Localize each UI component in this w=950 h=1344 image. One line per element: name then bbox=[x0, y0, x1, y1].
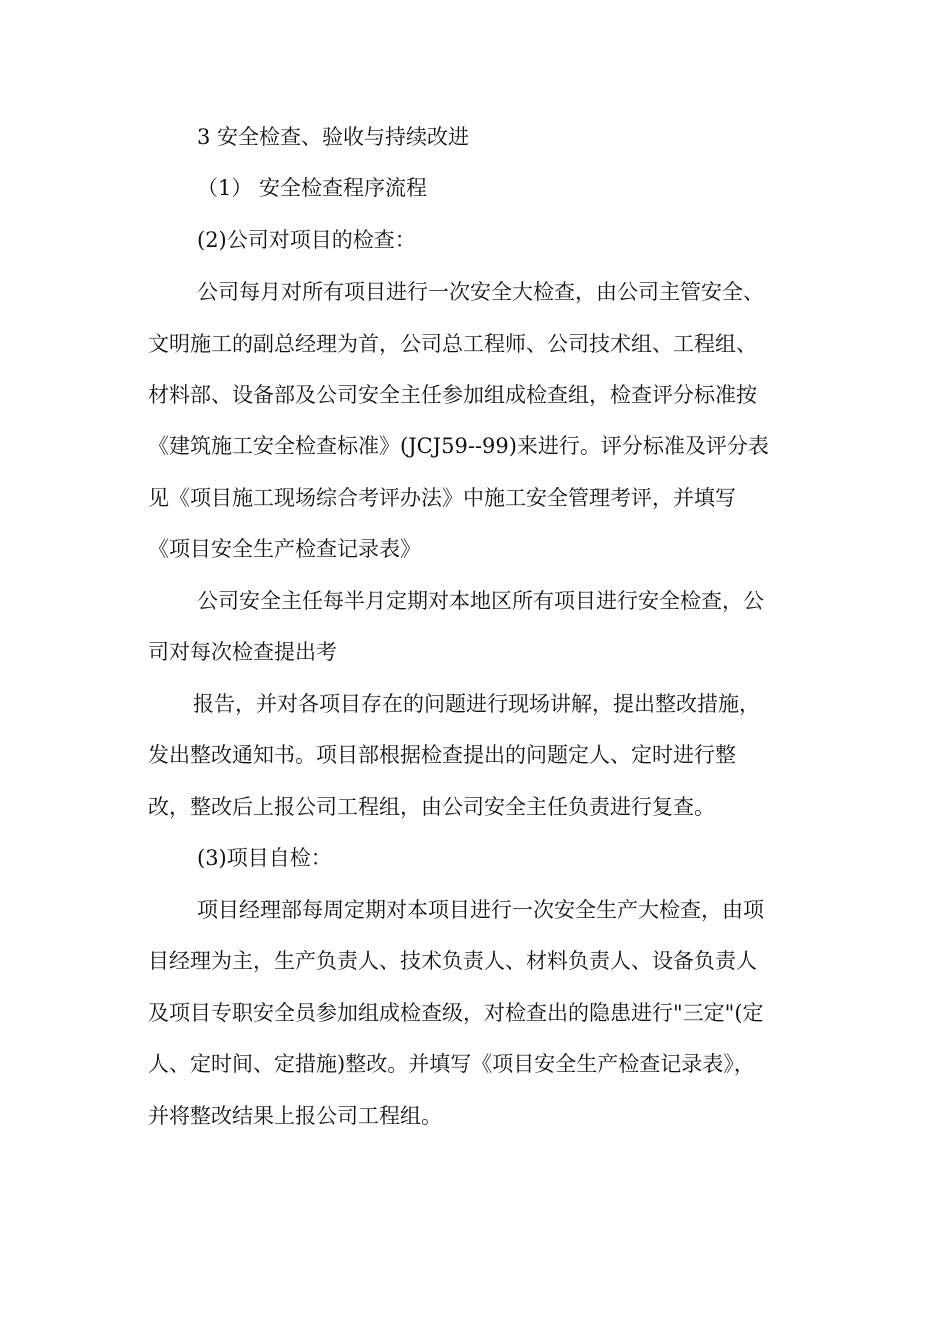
paragraph-line: 并将整改结果上报公司工程组。 bbox=[148, 1104, 442, 1128]
paragraph-line: 报告，并对各项目存在的问题进行现场讲解，提出整改措施， bbox=[193, 692, 760, 716]
subheading-self-inspection: (3)项目自检： bbox=[197, 846, 332, 870]
paragraph-line: 改，整改后上报公司工程组，由公司安全主任负责进行复查。 bbox=[148, 795, 715, 819]
paragraph-line: 材料部、设备部及公司安全主任参加组成检查组，检查评分标准按 bbox=[148, 383, 757, 407]
paragraph-line: 人、定时间、定措施)整改。并填写《项目安全生产检查记录表》， bbox=[148, 1052, 755, 1076]
paragraph-line: 目经理为主，生产负责人、技术负责人、材料负责人、设备负责人 bbox=[148, 949, 757, 973]
paragraph-line: 项目经理部每周定期对本项目进行一次安全生产大检查，由项 bbox=[197, 898, 764, 922]
paragraph-line: 司对每次检查提出考 bbox=[148, 640, 337, 664]
subheading-process: （1） 安全检查程序流程 bbox=[197, 176, 428, 200]
paragraph-line: 文明施工的副总经理为首，公司总工程师、公司技术组、工程组、 bbox=[148, 332, 757, 356]
paragraph-line: 公司每月对所有项目进行一次安全大检查，由公司主管安全、 bbox=[197, 280, 764, 304]
paragraph-line: 公司安全主任每半月定期对本地区所有项目进行安全检查，公 bbox=[197, 589, 764, 613]
paragraph-line: 见《项目施工现场综合考评办法》中施工安全管理考评，并填写 bbox=[148, 486, 736, 510]
section-heading: 3 安全检查、验收与持续改进 bbox=[197, 125, 470, 149]
subheading-company-inspection: (2)公司对项目的检查： bbox=[197, 228, 416, 252]
paragraph-line: 发出整改通知书。项目部根据检查提出的问题定人、定时进行整 bbox=[148, 743, 736, 767]
paragraph-line: 及项目专职安全员参加组成检查级，对检查出的隐患进行"三定"(定 bbox=[148, 1001, 764, 1025]
paragraph-line: 《项目安全生产检查记录表》 bbox=[148, 537, 421, 561]
paragraph-line: 《建筑施工安全检查标准》(JCJ59--99)来进行。评分标准及评分表 bbox=[148, 434, 769, 458]
